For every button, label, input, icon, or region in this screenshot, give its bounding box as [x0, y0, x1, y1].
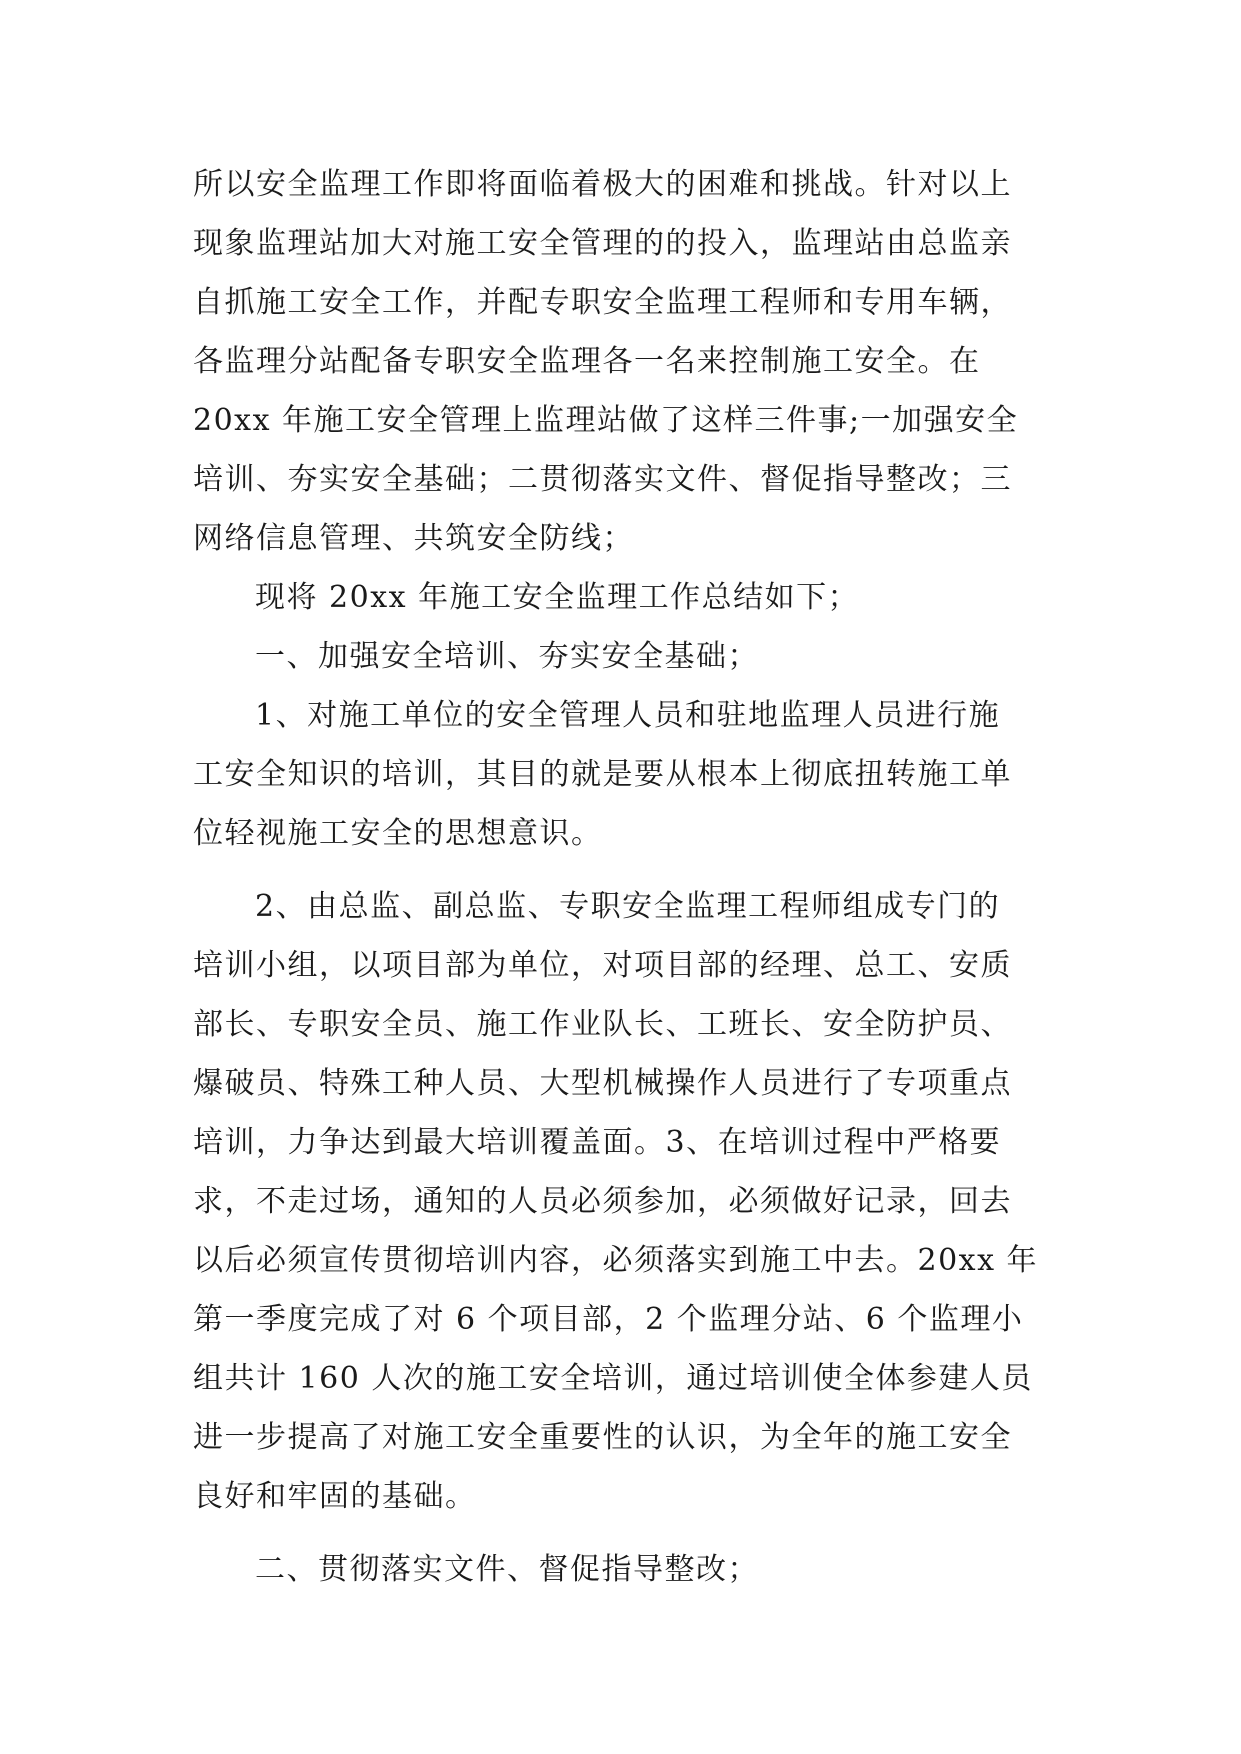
text-line: 现象监理站加大对施工安全管理的的投入，监理站由总监亲 [193, 226, 1012, 261]
text-line: 网络信息管理、共筑安全防线； [193, 521, 634, 556]
text-line: 以后必须宣传贯彻培训内容，必须落实到施工中去。20xx 年 [193, 1243, 1039, 1278]
text-line: 部长、专职安全员、施工作业队长、工班长、安全防护员、 [193, 1007, 1012, 1042]
text-line: 各监理分站配备专职安全监理各一名来控制施工安全。在 [193, 344, 981, 379]
list-item-1: 1、对施工单位的安全管理人员和驻地监理人员进行施 [255, 698, 1001, 733]
text-line: 良好和牢固的基础。 [193, 1479, 477, 1514]
text-line: 培训，力争达到最大培训覆盖面。3、在培训过程中严格要 [193, 1125, 1002, 1160]
paragraph-summary-intro: 现将 20xx 年施工安全监理工作总结如下； [255, 580, 860, 615]
text-line: 求，不走过场，通知的人员必须参加，必须做好记录，回去 [193, 1184, 1012, 1219]
list-item-2: 2、由总监、副总监、专职安全监理工程师组成专门的 [255, 889, 1001, 924]
text-line: 组共计 160 人次的施工安全培训，通过培训使全体参建人员 [193, 1361, 1033, 1396]
text-line: 培训小组，以项目部为单位，对项目部的经理、总工、安质 [193, 948, 1012, 983]
text-line: 培训、夯实安全基础；二贯彻落实文件、督促指导整改；三 [193, 462, 1012, 497]
text-line: 所以安全监理工作即将面临着极大的困难和挑战。针对以上 [193, 167, 1012, 202]
section-heading-2: 二、贯彻落实文件、督促指导整改； [255, 1552, 759, 1587]
document-body [193, 155, 1063, 1599]
text-line: 爆破员、特殊工种人员、大型机械操作人员进行了专项重点 [193, 1066, 1012, 1101]
section-heading-1: 一、加强安全培训、夯实安全基础； [255, 639, 759, 674]
text-line: 第一季度完成了对 6 个项目部，2 个监理分站、6 个监理小 [193, 1302, 1024, 1337]
text-line: 位轻视施工安全的思想意识。 [193, 816, 603, 851]
text-line: 工安全知识的培训，其目的就是要从根本上彻底扭转施工单 [193, 757, 1012, 792]
text-line: 自抓施工安全工作，并配专职安全监理工程师和专用车辆， [193, 285, 1012, 320]
text-line: 进一步提高了对施工安全重要性的认识，为全年的施工安全 [193, 1420, 1012, 1455]
text-line: 20xx 年施工安全管理上监理站做了这样三件事;一加强安全 [193, 403, 1019, 438]
